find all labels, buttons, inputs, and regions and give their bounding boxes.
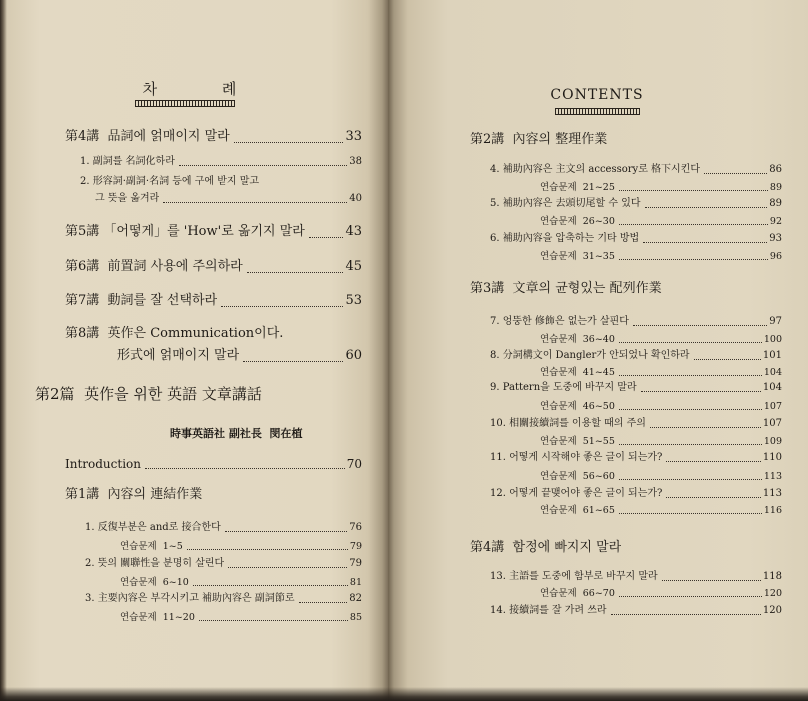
toc-entry (80, 175, 362, 189)
dot-leader (619, 596, 762, 597)
dot-leader (619, 444, 762, 445)
toc-author (170, 426, 362, 441)
entry-title: 그 뜻을 옮겨라 (95, 193, 160, 204)
toc-heading-english: CONTENTS (550, 87, 644, 103)
toc-exercise (540, 366, 782, 379)
entry-title: 第6講 前置詞 사용에 주의하라 (65, 259, 243, 274)
toc-lecture (470, 280, 782, 298)
entry-title: 第3講 文章의 균형있는 配列作業 (470, 281, 662, 296)
toc-lecture (65, 486, 362, 504)
toc-lecture (65, 258, 362, 276)
toc-entry (490, 349, 782, 363)
dot-leader (199, 620, 348, 621)
toc-exercise (540, 587, 782, 600)
entry-title: 第8講 英作은 Communication이다. (65, 326, 284, 341)
entry-page: 118 (762, 571, 782, 582)
toc-exercise (540, 181, 782, 194)
toc-entry (490, 232, 782, 246)
entry-title: 7. 엉뚱한 修飾은 없는가 살핀다 (490, 316, 629, 327)
entry-page: 89 (769, 198, 782, 209)
entry-title: 연습문제 51~55 (540, 436, 615, 447)
entry-page: 92 (769, 216, 782, 227)
dot-leader (662, 580, 761, 581)
entry-page: 120 (762, 605, 782, 616)
entry-page: 86 (769, 164, 782, 175)
entry-title: 1. 反復부분은 and로 接合한다 (85, 522, 221, 533)
entry-page: 43 (345, 224, 362, 239)
entry-page: 113 (762, 488, 782, 499)
dot-leader (643, 242, 767, 243)
toc-entry (85, 592, 362, 606)
toc-entry (490, 381, 782, 395)
entry-title: 연습문제 6~10 (120, 577, 189, 588)
left-page (0, 0, 388, 701)
entry-page: 40 (349, 193, 362, 204)
dot-leader (694, 359, 761, 360)
entry-title: 연습문제 21~25 (540, 182, 615, 193)
dot-leader (247, 272, 344, 273)
dot-leader (187, 549, 348, 550)
toc-lecture (65, 292, 362, 310)
entry-title: 第2講 內容의 整理作業 (470, 132, 608, 147)
toc-entry-continued (95, 192, 362, 206)
dot-leader (641, 391, 761, 392)
entry-page: 60 (345, 348, 362, 363)
heading-ornament (135, 100, 235, 107)
dot-leader (193, 585, 348, 586)
toc-entry (85, 557, 362, 571)
entry-page: 38 (349, 156, 362, 167)
toc-exercise (540, 333, 782, 346)
entry-title: 第5講 「어떻게」를 'How'로 옮기지 말라 (65, 224, 305, 239)
entry-title: 연습문제 1~5 (120, 541, 183, 552)
dot-leader (243, 361, 343, 362)
toc-exercise (540, 400, 782, 413)
toc-lecture (65, 128, 362, 146)
entry-title: 연습문제 46~50 (540, 401, 615, 412)
entry-title: 연습문제 66~70 (540, 588, 615, 599)
entry-page: 113 (763, 471, 782, 482)
entry-title: 第4講 品詞에 얽매이지 말라 (65, 129, 230, 144)
dot-leader (234, 142, 344, 143)
toc-entry (490, 197, 782, 211)
entry-page: 79 (349, 558, 362, 569)
entry-page: 109 (763, 436, 782, 447)
entry-page: 110 (762, 452, 782, 463)
entry-title: 4. 補助內容은 主文의 accessory로 格下시킨다 (490, 164, 701, 175)
entry-title: 第1講 內容의 連結作業 (65, 487, 203, 502)
heading-ornament (555, 108, 640, 115)
entry-page: 85 (349, 612, 362, 623)
entry-title: 2. 形容詞·副詞·名詞 등에 구에 받지 말고 (80, 176, 260, 187)
entry-title: 연습문제 36~40 (540, 334, 615, 345)
dot-leader (619, 259, 768, 260)
entry-page: 93 (769, 233, 782, 244)
right-page (388, 0, 808, 701)
entry-title: 8. 分詞構文이 Dangler가 안되었나 확인하라 (490, 350, 690, 361)
entry-title: 10. 相關接續詞를 이용할 때의 주의 (490, 418, 646, 429)
dot-leader (619, 513, 762, 514)
entry-page: 107 (762, 418, 782, 429)
entry-title: 第2篇 英作을 위한 英語 文章講話 (35, 385, 262, 403)
entry-title: 第4講 함정에 빠지지 말라 (470, 540, 622, 555)
entry-page: 101 (762, 350, 782, 361)
entry-title: 5. 補助內容은 去頭切尾할 수 있다 (490, 198, 641, 209)
entry-title: 연습문제 61~65 (540, 505, 615, 516)
dot-leader (179, 165, 347, 166)
entry-page: 33 (345, 129, 362, 144)
dot-leader (619, 342, 762, 343)
entry-page: 45 (345, 259, 362, 274)
entry-page: 89 (769, 182, 782, 193)
toc-lecture (470, 539, 782, 557)
entry-title: 연습문제 56~60 (540, 471, 615, 482)
entry-title: 12. 어떻게 끝맺어야 좋은 글이 되는가? (490, 488, 663, 499)
dot-leader (145, 468, 345, 469)
toc-heading-korean: 차 례 (142, 80, 238, 98)
entry-title: 13. 主語를 도중에 함부로 바꾸지 말라 (490, 571, 658, 582)
dot-leader (299, 602, 348, 603)
entry-page: 104 (763, 367, 782, 378)
toc-entry (490, 315, 782, 329)
toc-exercise (540, 435, 782, 448)
entry-title: 연습문제 31~35 (540, 251, 615, 262)
entry-title: 연습문제 41~45 (540, 367, 615, 378)
dot-leader (163, 202, 347, 203)
entry-page: 82 (349, 593, 362, 604)
book-bottom-edge (0, 687, 808, 701)
dot-leader (619, 409, 762, 410)
dot-leader (611, 614, 761, 615)
dot-leader (221, 306, 343, 307)
toc-part-title (35, 384, 362, 404)
entry-page: 96 (769, 251, 782, 262)
entry-title: 3. 主要內容은 부각시키고 補助內容은 副詞節로 (85, 593, 295, 604)
entry-page: 107 (763, 401, 782, 412)
toc-lecture (470, 131, 782, 149)
dot-leader (704, 173, 767, 174)
entry-title: 연습문제 26~30 (540, 216, 615, 227)
dot-leader (225, 531, 347, 532)
entry-page: 76 (349, 522, 362, 533)
toc-exercise (540, 504, 782, 517)
dot-leader (619, 190, 768, 191)
dot-leader (666, 497, 761, 498)
entry-title: Introduction (65, 457, 141, 471)
entry-title: 形式에 얽매이지 말라 (117, 348, 240, 363)
entry-page: 104 (762, 382, 782, 393)
dot-leader (309, 237, 344, 238)
toc-exercise (120, 576, 362, 589)
dot-leader (650, 427, 761, 428)
toc-lecture (65, 325, 362, 343)
dot-leader (619, 375, 762, 376)
entry-page: 79 (349, 541, 362, 552)
entry-page: 81 (349, 577, 362, 588)
toc-exercise (540, 470, 782, 483)
toc-entry (490, 417, 782, 431)
entry-title: 6. 補助內容을 압축하는 기타 방법 (490, 233, 640, 244)
toc-exercise (540, 215, 782, 228)
entry-page: 53 (345, 293, 362, 308)
toc-entry (490, 604, 782, 618)
toc-entry (80, 155, 362, 169)
toc-entry (85, 521, 362, 535)
entry-title: 11. 어떻게 시작해야 좋은 글이 되는가? (490, 452, 663, 463)
entry-title: 第7講 動詞를 잘 선택하라 (65, 293, 218, 308)
toc-lecture-continued (117, 347, 362, 365)
toc-entry (490, 163, 782, 177)
toc-entry (490, 487, 782, 501)
entry-title: 연습문제 11~20 (120, 612, 195, 623)
author-name: 時事英語社 副社長 閔在植 (170, 427, 303, 440)
dot-leader (633, 325, 767, 326)
entry-title: 9. Pattern을 도중에 바꾸지 말라 (490, 382, 637, 393)
toc-exercise (120, 611, 362, 624)
dot-leader (619, 479, 762, 480)
toc-lecture (65, 223, 362, 241)
entry-page: 70 (346, 457, 362, 471)
toc-entry (65, 456, 362, 472)
entry-page: 116 (763, 505, 782, 516)
entry-title: 2. 뜻의 關聯性을 분명히 살린다 (85, 558, 225, 569)
entry-page: 100 (763, 334, 782, 345)
toc-exercise (540, 250, 782, 263)
entry-title: 14. 接續詞를 잘 가려 쓰라 (490, 605, 607, 616)
toc-exercise (120, 540, 362, 553)
entry-title: 1. 副詞를 名詞化하라 (80, 156, 175, 167)
toc-entry (490, 451, 782, 465)
toc-entry (490, 570, 782, 584)
dot-leader (228, 567, 347, 568)
dot-leader (619, 224, 768, 225)
dot-leader (666, 461, 761, 462)
dot-leader (645, 207, 768, 208)
entry-page: 120 (763, 588, 782, 599)
entry-page: 97 (769, 316, 782, 327)
